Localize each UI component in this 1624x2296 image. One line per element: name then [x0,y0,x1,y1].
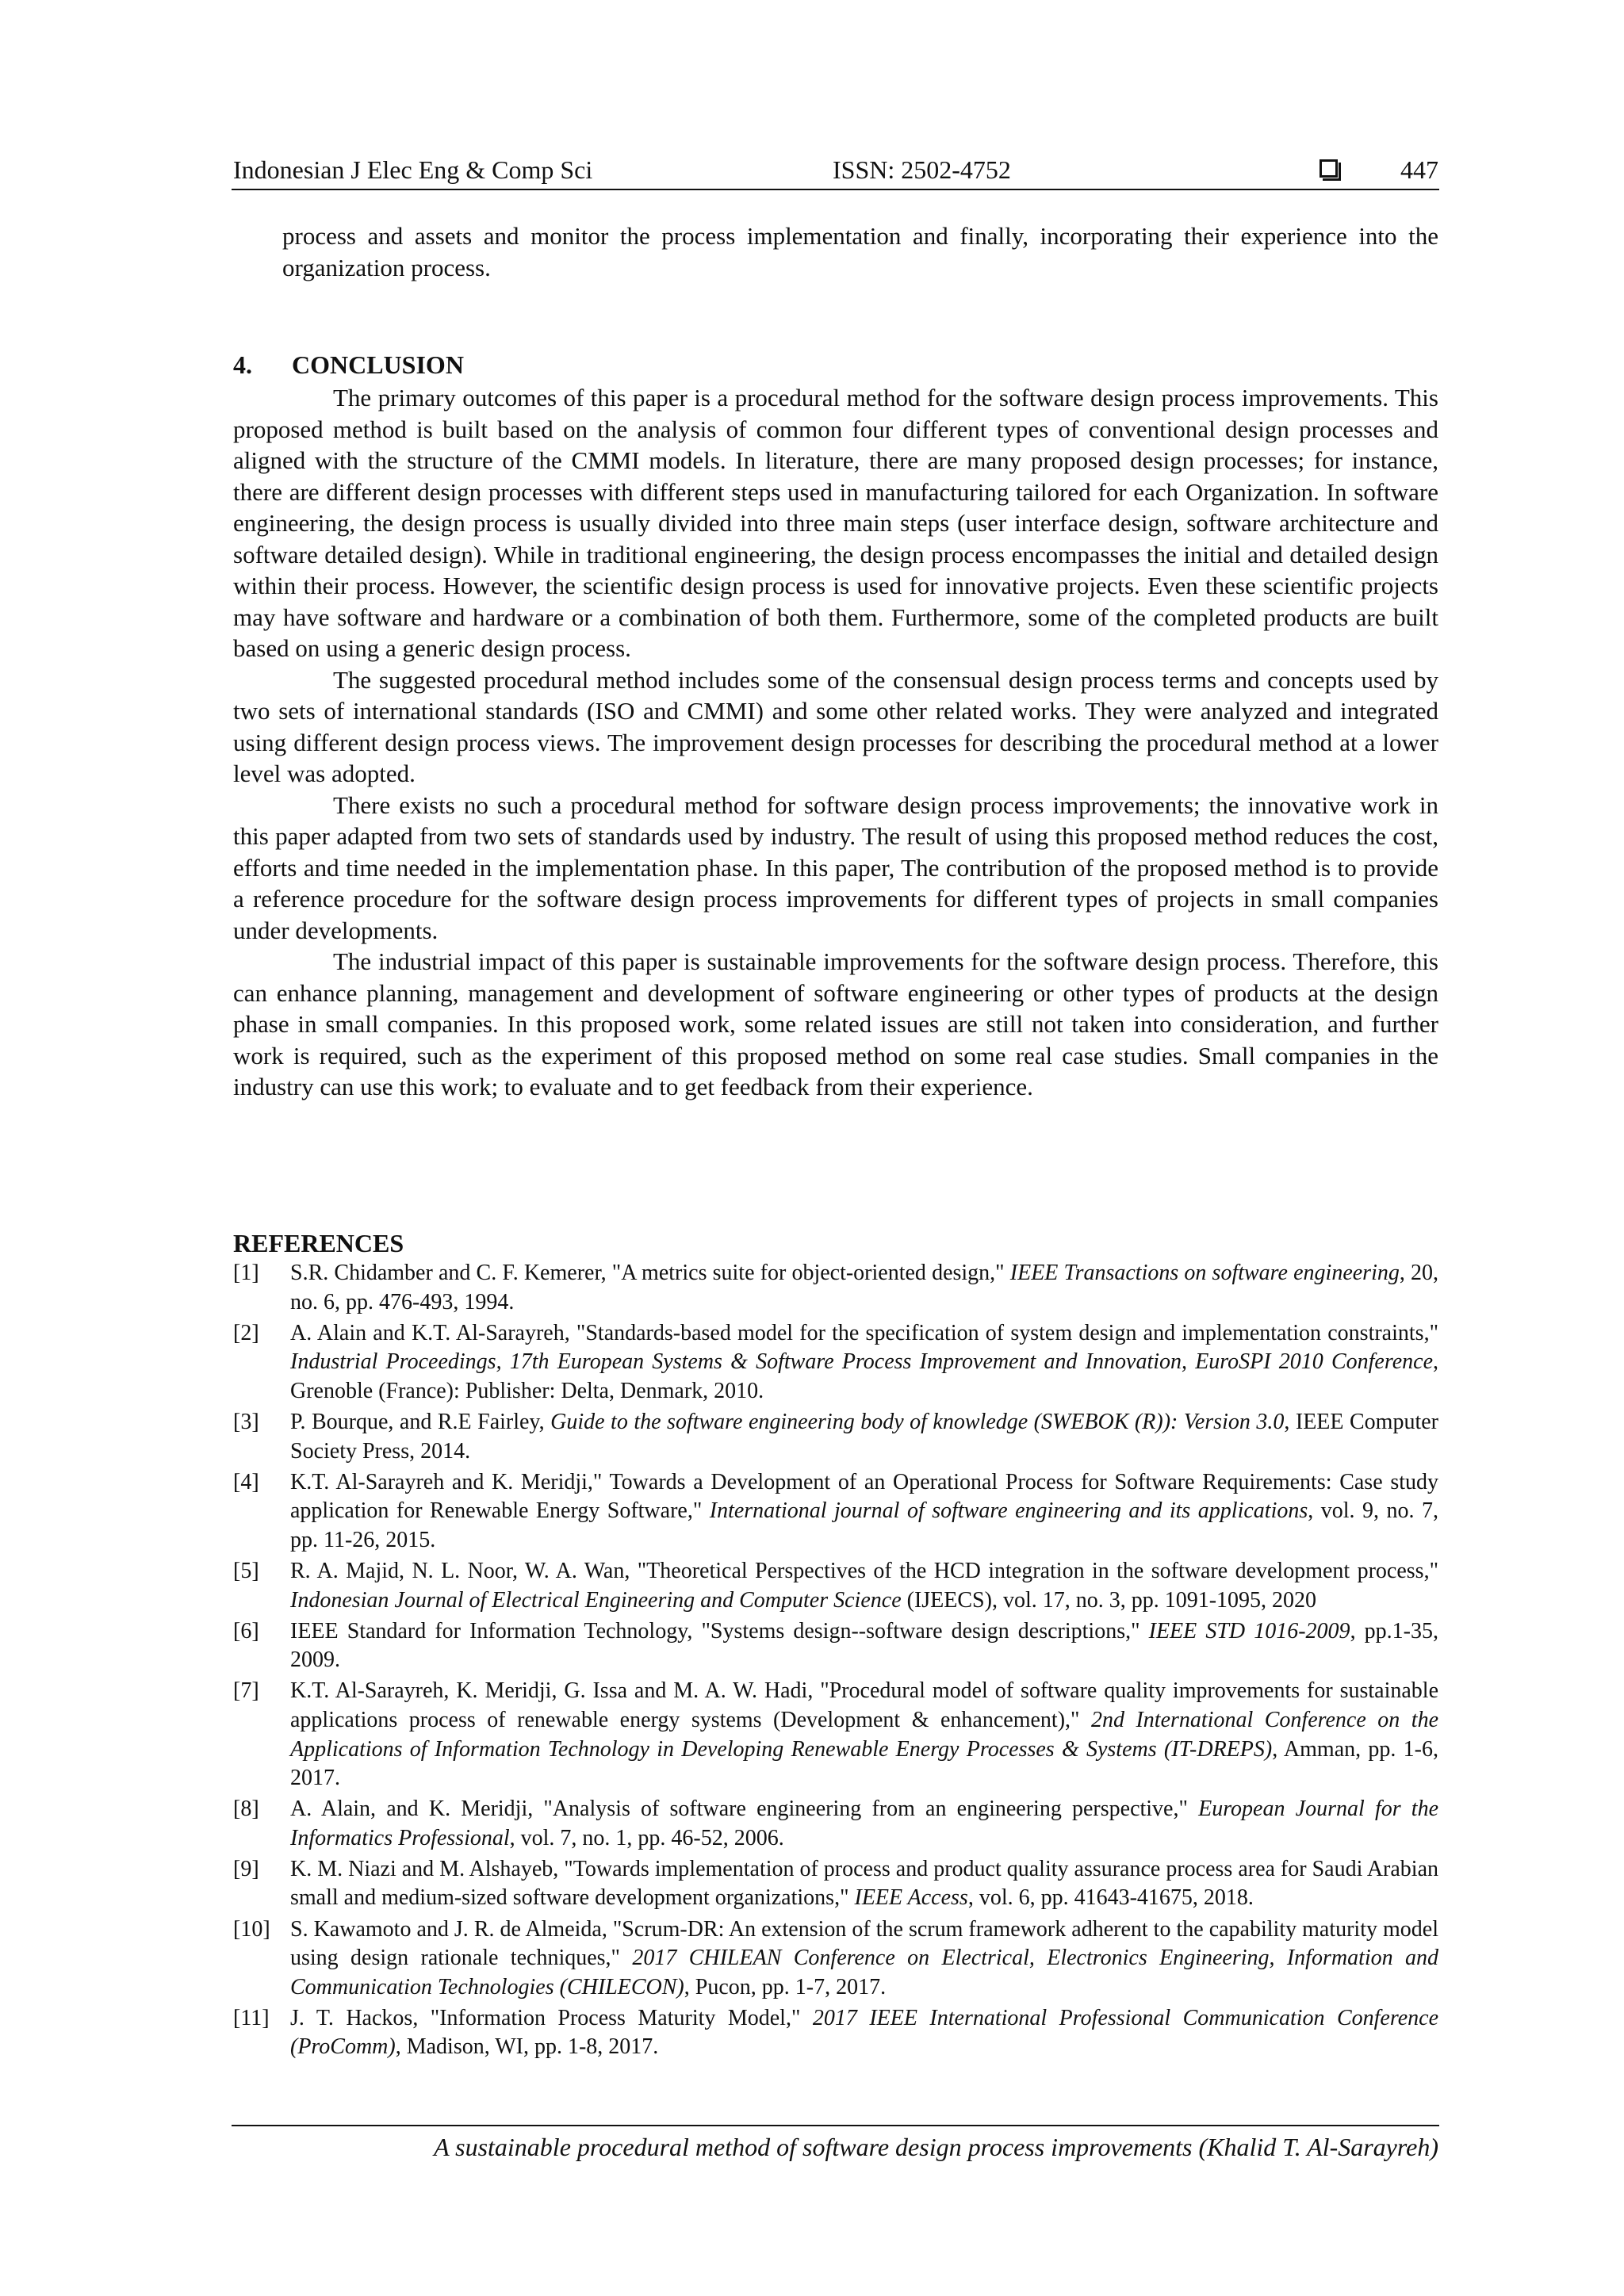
reference-details: , vol. 9, no. 7, pp. 11-26, 2015. [290,1498,1438,1552]
reference-item [233,1408,1438,1466]
running-header-issn: ISSN: 2502-4752 [833,155,1011,184]
reference-item [233,1259,1438,1317]
reference-item [233,1677,1438,1793]
reference-details: , pp.1-35, 2009. [290,1618,1438,1673]
footer-rule [232,2125,1439,2126]
conclusion-paragraph: The industrial impact of this paper is sustainable improvements for the software design process. Therefore, this can enhance planning, management and development of software engineering or other types of products at the design phase in small companies. In this proposed work, some related issues are still not taken into consideration, and further work is required, such as the experiment of this proposed method on some real case studies. Small companies in the industry can use this work; to evaluate and to get feedback from their experience. [233,947,1438,1100]
reference-number: [2] [233,1320,259,1345]
running-footer: A sustainable procedural method of software design process improvements (Khalid T. Al-Sarayreh) [434,2133,1438,2161]
reference-details: , Amman, pp. 1-6, 2017. [290,1736,1438,1791]
reference-number: [3] [233,1409,259,1434]
reference-details: (IJEECS), vol. 17, no. 3, pp. 1091-1095, 2020 [901,1587,1317,1613]
reference-list [233,1259,1438,2064]
reference-venue: IEEE Access [854,1885,968,1911]
header-rule [232,189,1439,190]
reference-number: [8] [233,1797,259,1822]
reference-text: A. Alain and K.T. Al-Sarayreh, "Standards-based model for the specification of system design and implementation constraints," [290,1320,1438,1345]
reference-text: S.R. Chidamber and C. F. Kemerer, "A metrics suite for object-oriented design," [290,1261,1010,1285]
reference-details: , Madison, WI, pp. 1-8, 2017. [395,2034,659,2060]
reference-number: [10] [233,1916,270,1942]
reference-text: IEEE Standard for Information Technology, "Systems design--software design descriptions," [290,1618,1149,1644]
reference-venue: 2017 IEEE International Professional Communication Conference (ProComm) [290,2005,1438,2060]
reference-details: , vol. 7, no. 1, pp. 46-52, 2006. [509,1825,784,1850]
reference-venue: Industrial Proceedings, 17th European Systems & Software Process Improvement and Innovation, EuroSPI 2010 Conference [290,1349,1433,1375]
reference-number: [6] [233,1618,259,1644]
conclusion-paragraph: The suggested procedural method includes some of the consensual design process terms and concepts used by two sets of international standards (ISO and CMMI) and some other related works. They were analyzed and integrated using different design process views. The improvement design processes for describing the procedural method at a lower level was adopted. [233,665,1438,787]
running-header-journal: Indonesian J Elec Eng & Comp Sci [233,155,593,184]
reference-text: R. A. Majid, N. L. Noor, W. A. Wan, "Theoretical Perspectives of the HCD integration in the software development process," [290,1558,1438,1583]
intro-paragraph: process and assets and monitor the process implementation and finally, incorporating their experience into the organization process. [282,222,1438,281]
reference-item [233,1468,1438,1556]
reference-number: [11] [233,2005,270,2030]
reference-number: [9] [233,1856,259,1881]
reference-text: J. T. Hackos, "Information Process Maturity Model," [290,2005,813,2030]
box-glyph-icon [1320,159,1338,178]
reference-item [233,1617,1438,1675]
reference-details: , Grenoble (France): Publisher: Delta, Denmark, 2010. [290,1349,1438,1403]
reference-item [233,1915,1438,2003]
conclusion-paragraph: The primary outcomes of this paper is a procedural method for the software design process improvements. This proposed method is built based on the analysis of common four different types of conventional design processes and aligned with the structure of the CMMI models. In literature, there are many proposed design processes; for instance, there are different design processes with different steps used in manufacturing tailored for each Organization. In software engineering, the design process is usually divided into three main steps (user interface design, software architecture and software detailed design). While in traditional engineering, the design process encompasses the initial and detailed design within their process. However, the scientific design process is used for innovative projects. Even these scientific projects may have software and hardware or a combination of both them. Furthermore, some of the completed products are built based on using a generic design process. [233,384,1438,662]
reference-text: K.T. Al-Sarayreh and K. Meridji," Towards a Development of an Operational Process for Software Requirements: Case study application for Renewable Energy Software," [290,1469,1438,1524]
reference-item [233,1557,1438,1615]
reference-text: S. Kawamoto and J. R. de Almeida, "Scrum-DR: An extension of the scrum framework adherent to the capability maturity model using design rationale techniques," [290,1916,1438,1971]
reference-details: , Pucon, pp. 1-7, 2017. [684,1974,887,1999]
reference-venue: IEEE Transactions on software engineering [1009,1261,1400,1285]
conclusion-paragraph: There exists no such a procedural method for software design process improvements; the innovative work in this paper adapted from two sets of standards used by industry. The result of using this proposed method reduces the cost, efforts and time needed in the implementation phase. In this paper, The contribution of the proposed method is to provide a reference procedure for the software design process improvements for different types of projects in small companies under developments. [233,790,1438,944]
reference-text: A. Alain, and K. Meridji, "Analysis of software engineering from an engineering perspective," [290,1797,1199,1822]
reference-text: P. Bourque, and R.E Fairley, [290,1409,551,1434]
reference-item [233,1855,1438,1913]
conclusion-body [233,382,1438,1103]
reference-text: K. M. Niazi and M. Alshayeb, "Towards implementation of process and product quality assurance process area for Saudi Arabian small and medium-sized software development organizations," [290,1856,1438,1911]
reference-venue: IEEE STD 1016-2009 [1148,1618,1350,1644]
reference-number: [7] [233,1678,259,1704]
conclusion-title: CONCLUSION [292,350,464,379]
reference-text: K.T. Al-Sarayreh, K. Meridji, G. Issa and M. A. W. Hadi, "Procedural model of software quality improvements for sustainable applications process of renewable energy systems (Development & enhancement)," [290,1678,1438,1732]
reference-number: [1] [233,1261,259,1285]
reference-venue: 2nd International Conference on the Applications of Information Technology in Developing Renewable Energy Processes & Systems (IT-DREPS) [290,1707,1439,1762]
page-number: 447 [1400,155,1438,184]
reference-number: [5] [233,1558,259,1583]
reference-item [233,2004,1438,2062]
reference-details: , vol. 6, pp. 41643-41675, 2018. [967,1885,1254,1911]
reference-venue: International journal of software engineering and its applications [709,1498,1308,1524]
reference-details: , 20, no. 6, pp. 476-493, 1994. [290,1261,1439,1314]
conclusion-number: 4. [233,350,252,379]
reference-item [233,1795,1438,1853]
reference-venue: Indonesian Journal of Electrical Engineering and Computer Science [290,1587,902,1613]
reference-number: [4] [233,1469,259,1494]
reference-venue: Guide to the software engineering body of knowledge (SWEBOK (R)): Version 3.0 [550,1409,1285,1434]
reference-venue: European Journal for the Informatics Professional [290,1797,1439,1850]
reference-details: , IEEE Computer Society Press, 2014. [290,1409,1438,1464]
reference-venue: 2017 CHILEAN Conference on Electrical, Electronics Engineering, Information and Communication Technologies (CHILECON) [290,1946,1438,1999]
references-heading: REFERENCES [233,1229,404,1257]
conclusion-heading [233,349,464,381]
reference-item [233,1319,1438,1406]
